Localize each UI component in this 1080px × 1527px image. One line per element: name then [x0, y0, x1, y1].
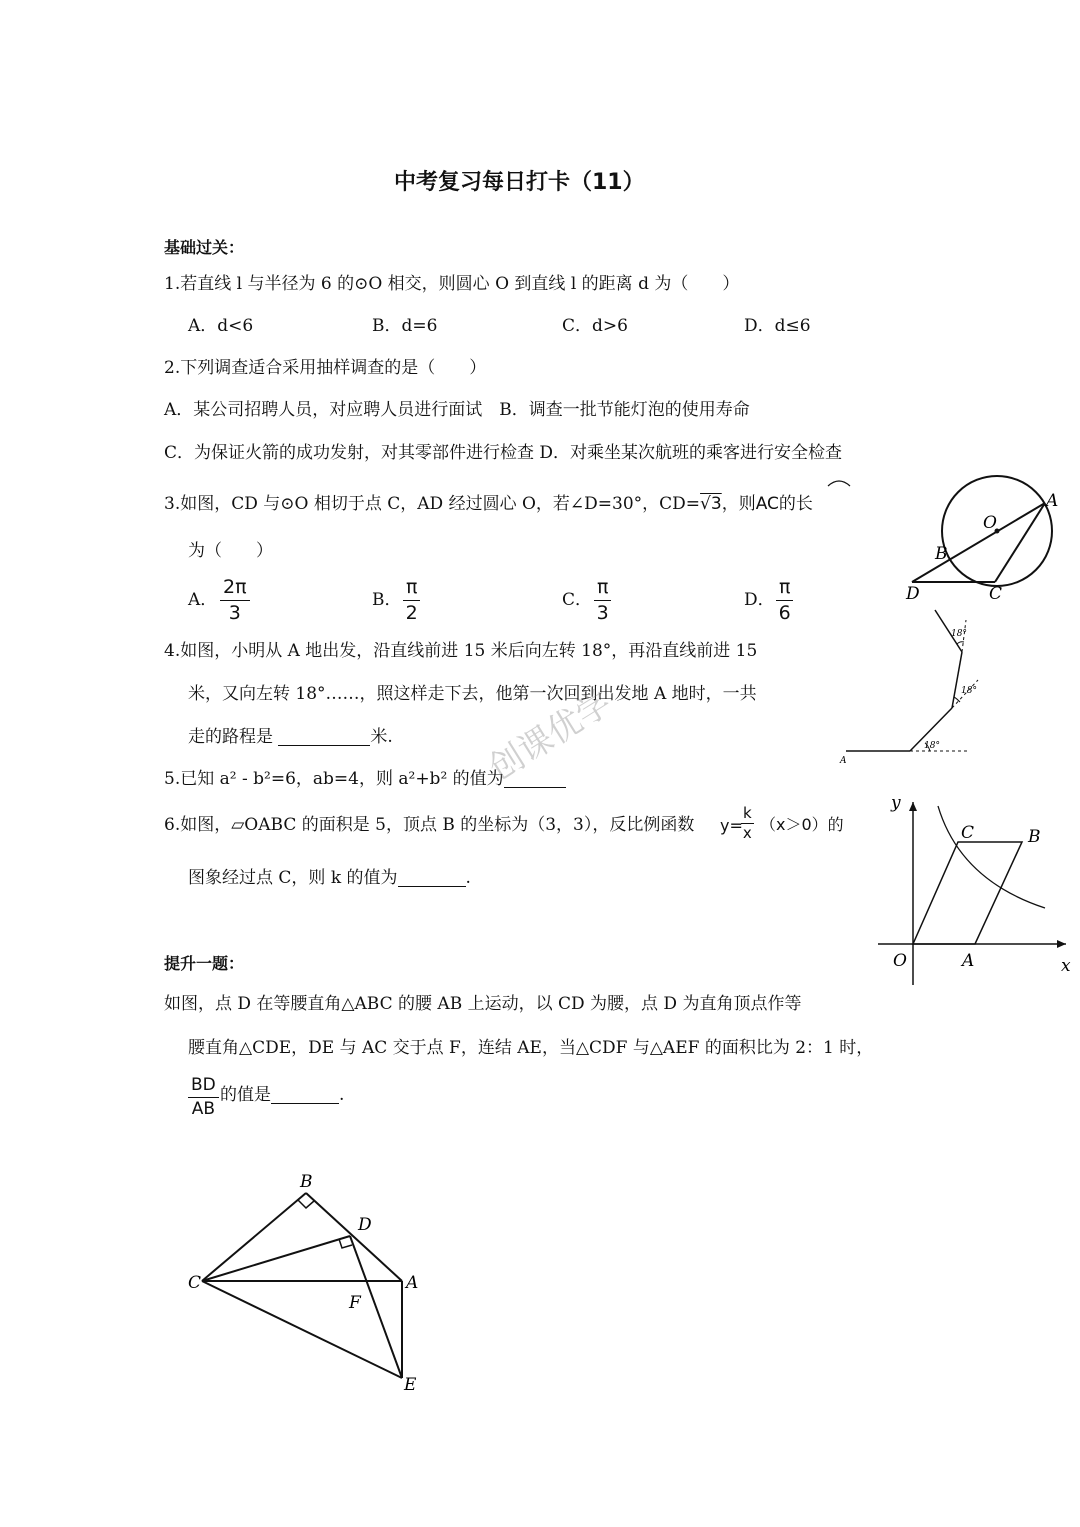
q4-line2: 米，又向左转 18°……，照这样走下去，他第一次回到出发地 A 地时，一共 — [188, 684, 757, 704]
q7-label-a: A — [406, 1273, 419, 1293]
q3-option-b: B． — [372, 590, 402, 610]
q3-arc-ac: AC — [755, 494, 779, 514]
q3-label-c: C — [989, 584, 1003, 604]
q1-option-d: D．d≤6 — [744, 316, 811, 336]
q3-d-numerator: π — [776, 578, 793, 601]
q3-a-numerator: 2π — [220, 578, 250, 601]
q7-label-e: E — [404, 1375, 417, 1395]
q3-b-denominator: 2 — [405, 602, 418, 624]
q6-func-denominator: x — [742, 824, 752, 842]
q1-option-a: A．d<6 — [188, 316, 254, 336]
q6-func-numerator: k — [743, 804, 752, 822]
q4-angle-label-2: 18° — [961, 686, 977, 696]
q7-line-cb — [202, 1193, 306, 1281]
q3-option-a: A． — [188, 590, 218, 610]
q3-label-a: A — [1046, 491, 1059, 511]
q7-label-c: C — [188, 1273, 202, 1293]
page-title: 中考复习每日打卡（11） — [394, 170, 645, 195]
q3-c-denominator: 3 — [596, 602, 609, 624]
q3-stem-part2: ，则 — [721, 494, 756, 514]
q3-d-denominator: 6 — [778, 602, 791, 624]
q6-line1: 6.如图，▱OABC 的面积是 5，顶点 B 的坐标为（3，3），反比例函数 — [164, 815, 695, 835]
q4-line1: 4.如图，小明从 A 地出发，沿直线前进 15 米后向左转 18°，再沿直线前进 15 — [164, 641, 758, 661]
q3-label-o: O — [983, 513, 997, 533]
q1-option-c: C．d>6 — [562, 316, 628, 336]
q2-options-cd: C．为保证火箭的成功发射，对其零部件进行检查 D．对乘坐某次航班的乘客进行安全检查 — [164, 443, 843, 463]
q3-c-numerator: π — [594, 578, 611, 601]
q7-right-angle-d — [339, 1239, 352, 1248]
q6-line2-end: . — [465, 868, 471, 888]
section-heading-basic: 基础过关： — [164, 238, 245, 257]
q7-label-f: F — [349, 1293, 361, 1313]
q7-line-cd — [202, 1236, 350, 1281]
q3-label-b: B — [935, 544, 948, 564]
q7-line2: 腰直角△CDE，DE 与 AC 交于点 F，连结 AE，当△CDF 与△AEF 的面积比为 2：1 时， — [188, 1038, 874, 1058]
q3-option-c: C． — [562, 590, 593, 610]
q3-stem-line2: 为（ ） — [188, 541, 273, 561]
q1-stem: 1.若直线 l 与半径为 6 的⊙O 相交，则圆心 O 到直线 l 的距离 d 为（ ） — [164, 274, 740, 294]
q3-stem-part3: 的长 — [778, 494, 813, 514]
q6-label-o: O — [893, 951, 907, 971]
q7-line3-text: 的值是 — [220, 1085, 271, 1105]
q3-stem-part1: 3.如图，CD 与⊙O 相切于点 C，AD 经过圆心 O，若∠D=30°，CD= — [164, 494, 701, 514]
section-heading-advanced: 提升一题： — [164, 954, 245, 973]
q2-options-ab: A．某公司招聘人员，对应聘人员进行面试 B．调查一批节能灯泡的使用寿命 — [164, 400, 750, 420]
q4-angle-label-1: 18° — [924, 741, 940, 751]
q6-label-x: x — [1061, 956, 1071, 976]
q6-func-prefix: y= — [720, 816, 743, 835]
q5-text: 5.已知 a² - b²=6，ab=4，则 a²+b² 的值为 — [164, 769, 504, 789]
q6-label-a: A — [962, 951, 975, 971]
q6-line2-text: 图象经过点 C，则 k 的值为 — [188, 868, 398, 888]
q7-line3-end: . — [339, 1085, 345, 1105]
q1-option-b: B．d=6 — [372, 316, 438, 336]
q7-label-b: B — [300, 1172, 313, 1192]
q4-label-a: A — [840, 756, 847, 766]
q3-option-d: D． — [744, 590, 775, 610]
watermark-text: 创课优学 — [482, 682, 619, 789]
q4-angle-label-3: 18° — [951, 629, 967, 639]
q7-line1: 如图，点 D 在等腰直角△ABC 的腰 AB 上运动，以 CD 为腰，点 D 为直角顶点作等 — [164, 994, 802, 1014]
q7-frac-numerator: BD — [188, 1077, 219, 1098]
q6-label-y: y — [891, 793, 901, 813]
q6-label-c: C — [961, 823, 975, 843]
q7-label-d: D — [358, 1215, 372, 1235]
q3-sqrt3: √3 — [700, 494, 722, 514]
q4-line3-end: 米. — [370, 727, 393, 747]
q7-right-angle-b — [298, 1200, 314, 1208]
q4-line3-text: 走的路程是 — [188, 727, 273, 747]
q6-label-b: B — [1028, 827, 1041, 847]
q7-frac-denominator: AB — [191, 1099, 216, 1119]
q2-stem: 2.下列调查适合采用抽样调查的是（ ） — [164, 358, 487, 378]
q3-b-numerator: π — [403, 578, 420, 601]
q3-label-d: D — [906, 584, 920, 604]
q6-func-suffix: （x＞0）的 — [760, 815, 844, 834]
q7-line-ba — [306, 1193, 402, 1281]
q3-a-denominator: 3 — [228, 602, 241, 624]
